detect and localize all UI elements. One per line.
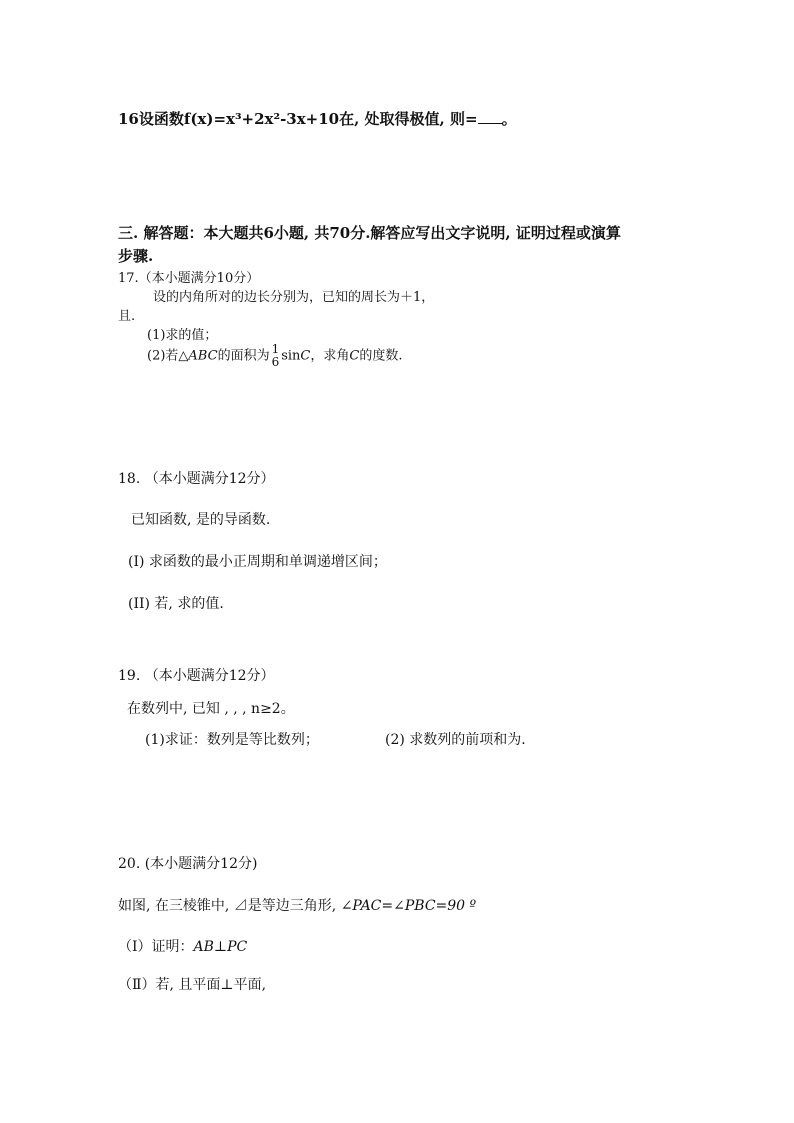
question-20-part1	[118, 936, 247, 956]
q17-p2-post2: 的度数.	[359, 348, 403, 364]
q17-p2-abc: ABC	[188, 348, 218, 364]
q17-p2-sin: sin	[281, 348, 301, 364]
q20-p1-prefix: （Ⅰ）证明：	[118, 939, 194, 955]
fraction-one-sixth	[272, 343, 280, 369]
q17-p2-prefix: (2)若△	[147, 348, 189, 364]
question-20-heading: 20. (本小题满分12分)	[118, 856, 258, 872]
q17-p2-mid: 的面积为	[217, 348, 270, 364]
question-16-text: 16设函数f(x)=x³+2x²-3x+10在, 处取得极值, 则=	[118, 110, 478, 128]
question-19-line1: 在数列中, 已知 , , , n≥2。	[127, 701, 295, 717]
question-17-heading: 17.（本小题满分10分）	[118, 271, 260, 286]
q20-p1-math: AB⊥PC	[193, 939, 248, 955]
question-17-part2	[147, 343, 402, 369]
q20-l1-prefix: 如图, 在三棱锥中, ⊿是等边三角形,	[118, 898, 341, 914]
question-17-part1: (1)求的值；	[147, 328, 218, 343]
question-18-part2: (II) 若, 求的值.	[128, 596, 224, 612]
section-3-title-line1: 三. 解答题：本大题共6小题, 共70分.解答应写出文字说明, 证明过程或演算	[118, 224, 621, 242]
question-20-part2: （Ⅱ）若, 且平面⊥平面,	[118, 977, 267, 993]
question-17-line1: 设的内角所对的边长分别为，已知的周长为＋1，	[153, 290, 435, 305]
question-19-part2: (2) 求数列的前项和为.	[385, 732, 526, 748]
fraction-numerator: 1	[271, 342, 280, 356]
question-16	[118, 108, 517, 129]
question-18-heading: 18. （本小题满分12分）	[118, 471, 275, 487]
q20-l1-angle: ∠PAC=∠PBC=90 º	[340, 898, 477, 914]
question-18-part1: (I) 求函数的最小正周期和单调递增区间；	[128, 554, 387, 570]
q17-p2-c: C	[300, 348, 311, 364]
q17-p2-c2: C	[349, 348, 360, 364]
question-20-line1	[118, 895, 476, 915]
question-19-heading: 19. （本小题满分12分）	[118, 668, 275, 684]
fraction-denominator: 6	[271, 355, 280, 369]
q17-p2-post1: ，求角	[310, 348, 350, 364]
section-3-title-line2: 步骤.	[118, 247, 154, 265]
question-18-line1: 已知函数, 是的导函数.	[131, 512, 271, 528]
question-16-tail: 。	[501, 110, 517, 128]
question-19-part1: (1)求证：数列是等比数列；	[145, 732, 319, 748]
answer-blank	[478, 109, 502, 124]
question-17-line2: 且.	[118, 309, 136, 324]
